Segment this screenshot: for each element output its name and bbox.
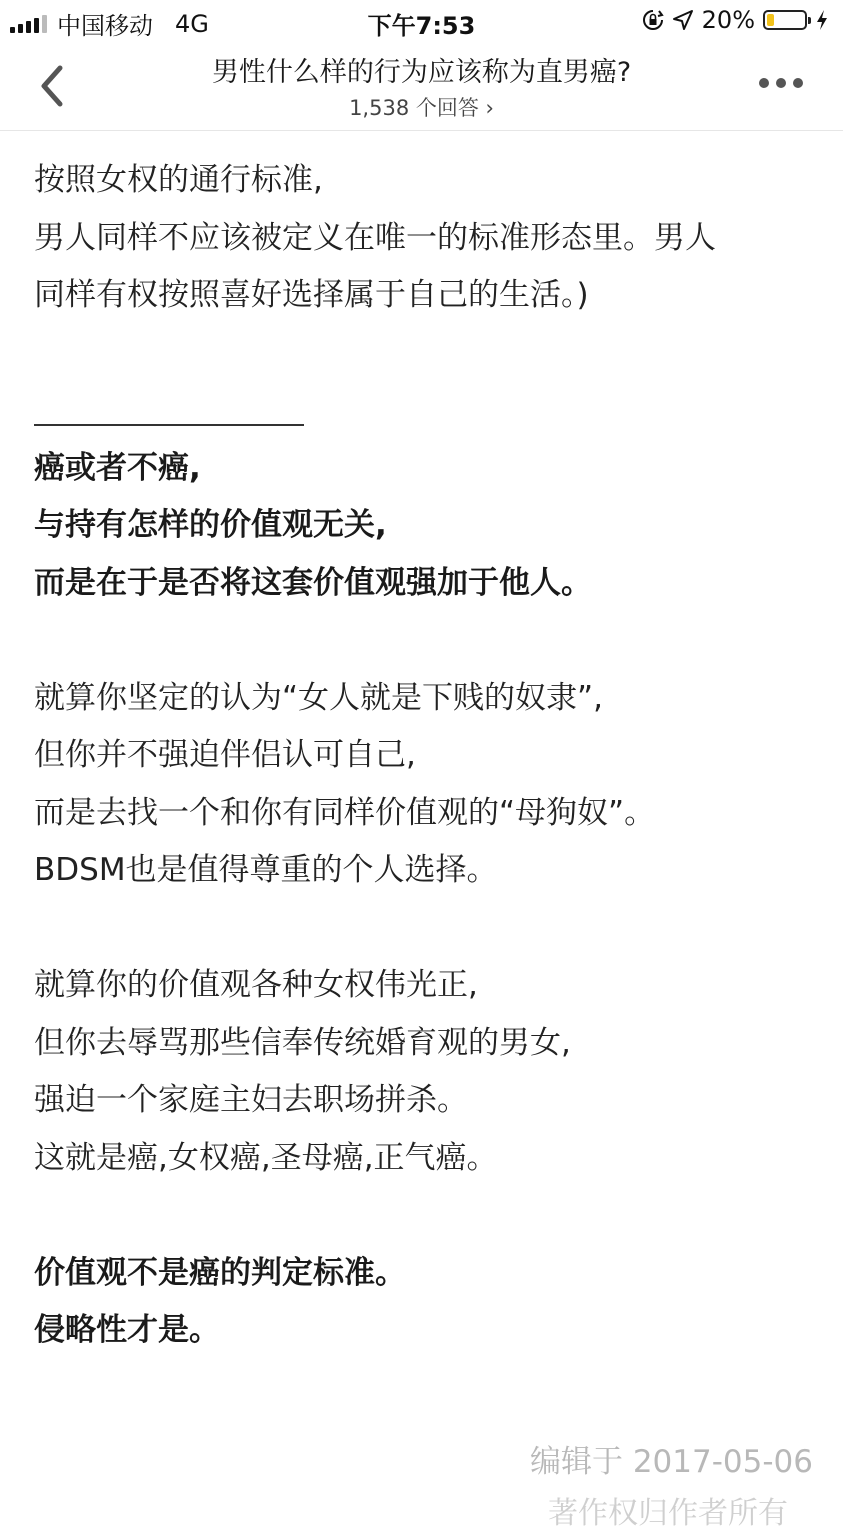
status-bar — [0, 0, 843, 42]
bold-text-line: 与持有怎样的价值观无关, — [34, 507, 387, 543]
battery-icon — [763, 10, 807, 30]
bold-text-line: 而是在于是否将这套价值观强加于他人。 — [34, 564, 592, 601]
status-right — [642, 6, 829, 34]
copyright-notice: 著作权归作者所有 — [548, 1496, 788, 1531]
more-dot-icon — [793, 78, 803, 88]
battery-level — [767, 14, 774, 26]
paragraph-gap — [34, 612, 824, 670]
section-divider — [34, 382, 824, 440]
text-line: 男人同样不应该被定义在唯一的标准形态里。男人 — [34, 219, 716, 256]
text-line: 同样有权按照喜好选择属于自己的生活。) — [34, 277, 589, 313]
answer-body — [34, 152, 824, 1360]
question-header — [0, 42, 843, 131]
paragraph-gap — [34, 900, 824, 958]
more-options-button[interactable] — [759, 78, 803, 88]
bold-text-line: 侵略性才是。 — [34, 1312, 220, 1348]
text-line: 但你去辱骂那些信奉传统婚育观的男女, — [34, 1024, 571, 1061]
paragraph-gap — [34, 325, 824, 383]
text-line: 就算你的价值观各种女权伟光正, — [34, 967, 478, 1003]
battery-percent: 20% — [701, 6, 755, 34]
text-line: 按照女权的通行标准, — [34, 162, 323, 198]
bold-text-line: 价值观不是癌的判定标准。 — [34, 1254, 406, 1291]
text-line: BDSM也是值得尊重的个人选择。 — [34, 852, 498, 888]
location-arrow-icon — [672, 9, 694, 31]
text-line: 这就是癌,女权癌,圣母癌,正气癌。 — [34, 1139, 498, 1176]
more-dot-icon — [759, 78, 769, 88]
text-line: 但你并不强迫伴侣认可自己, — [34, 737, 416, 773]
paragraph-gap — [34, 1187, 824, 1245]
answer-count-link[interactable]: 1,538 个回答 › — [349, 96, 494, 120]
edited-date: 编辑于 2017-05-06 — [529, 1444, 813, 1480]
bold-text-line: 癌或者不癌, — [34, 449, 201, 486]
status-time: 下午7:53 — [367, 12, 476, 40]
more-dot-icon — [776, 78, 786, 88]
charging-bolt-icon — [815, 9, 829, 31]
rotation-lock-icon — [642, 9, 664, 31]
question-title[interactable]: 男性什么样的行为应该称为直男癌? — [211, 57, 632, 88]
text-line: 强迫一个家庭主妇去职场拼杀。 — [34, 1082, 468, 1118]
carrier-name: 中国移动 — [57, 12, 153, 40]
text-line: 就算你坚定的认为“女人就是下贱的奴隶”, — [34, 679, 603, 716]
network-type: 4G — [175, 9, 209, 38]
text-line: 而是去找一个和你有同样价值观的“母狗奴”。 — [34, 794, 656, 831]
